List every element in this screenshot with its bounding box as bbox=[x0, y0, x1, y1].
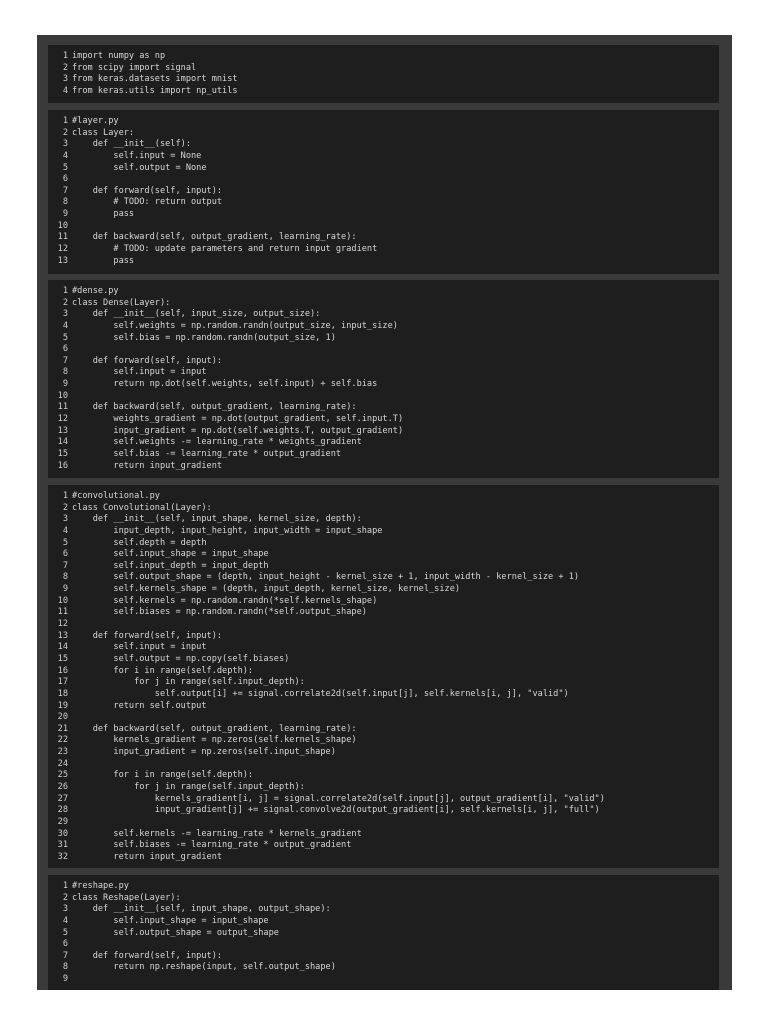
line-number: 5 bbox=[62, 332, 68, 343]
line-number: 9 bbox=[62, 379, 68, 390]
code-block-reshape bbox=[48, 875, 719, 990]
code-text: input_depth, input_height, input_width = input_shape bbox=[72, 525, 383, 536]
code-line bbox=[54, 256, 719, 268]
code-text: def __init__(self, input_size, output_size): bbox=[72, 309, 321, 320]
code-line bbox=[54, 163, 719, 175]
code-text: for i in range(self.depth): bbox=[72, 665, 254, 676]
line-number: 12 bbox=[57, 414, 68, 425]
code-line bbox=[54, 596, 719, 608]
code-text: def backward(self, output_gradient, learning_rate): bbox=[72, 232, 357, 243]
line-number: 4 bbox=[62, 320, 68, 331]
code-line bbox=[54, 321, 719, 333]
code-line bbox=[54, 63, 719, 75]
line-number: 1 bbox=[62, 116, 68, 126]
code-text: class Layer: bbox=[72, 127, 135, 138]
code-line bbox=[54, 916, 719, 928]
code-text: self.bias -= learning_rate * output_gradient bbox=[72, 448, 342, 459]
code-text: class Convolutional(Layer): bbox=[72, 502, 212, 513]
line-number: 1 bbox=[62, 881, 68, 891]
code-text: #layer.py bbox=[72, 116, 119, 126]
code-text: from keras.utils import np_utils bbox=[72, 85, 238, 96]
code-line bbox=[54, 286, 719, 298]
line-number: 6 bbox=[62, 939, 68, 950]
code-line bbox=[54, 852, 719, 864]
line-number: 32 bbox=[57, 851, 68, 862]
line-number: 11 bbox=[57, 402, 68, 413]
line-number: 18 bbox=[57, 688, 68, 699]
line-number: 8 bbox=[62, 197, 68, 208]
code-line bbox=[54, 151, 719, 163]
code-line bbox=[54, 619, 719, 631]
code-line bbox=[54, 367, 719, 379]
code-block-layer bbox=[48, 110, 719, 274]
code-text: input_gradient = np.dot(self.weights.T, output_gradient) bbox=[72, 425, 404, 436]
line-number: 12 bbox=[57, 619, 68, 630]
code-text: def forward(self, input): bbox=[72, 950, 223, 961]
line-number: 15 bbox=[57, 448, 68, 459]
code-text: self.input = None bbox=[72, 150, 202, 161]
code-line bbox=[54, 503, 719, 515]
code-line bbox=[54, 461, 719, 473]
code-text: input_gradient[j] += signal.convolve2d(output_gradient[i], self.kernels[i, j], "full") bbox=[72, 805, 600, 816]
code-line bbox=[54, 526, 719, 538]
code-text: kernels_gradient[i, j] = signal.correlate2d(self.input[j], output_gradient[i], "valid") bbox=[72, 793, 605, 804]
code-line bbox=[54, 724, 719, 736]
code-block-imports bbox=[48, 45, 719, 103]
code-text: self.weights -= learning_rate * weights_gradient bbox=[72, 437, 362, 448]
line-number: 11 bbox=[57, 607, 68, 618]
code-text: import numpy as np bbox=[72, 51, 166, 61]
line-number: 14 bbox=[57, 642, 68, 653]
code-line bbox=[54, 139, 719, 151]
line-number: 27 bbox=[57, 793, 68, 804]
line-number: 30 bbox=[57, 828, 68, 839]
code-line bbox=[54, 549, 719, 561]
code-line bbox=[54, 414, 719, 426]
code-line bbox=[54, 677, 719, 689]
code-line bbox=[54, 116, 719, 128]
line-number: 6 bbox=[62, 174, 68, 185]
code-line bbox=[54, 333, 719, 345]
line-number: 16 bbox=[57, 665, 68, 676]
code-line bbox=[54, 951, 719, 963]
code-line bbox=[54, 805, 719, 817]
code-text: pass bbox=[72, 209, 135, 220]
code-line bbox=[54, 735, 719, 747]
line-number: 3 bbox=[62, 514, 68, 525]
line-number: 10 bbox=[57, 390, 68, 401]
code-line bbox=[54, 437, 719, 449]
code-text: self.output = np.copy(self.biases) bbox=[72, 653, 290, 664]
code-text: input_gradient = np.zeros(self.input_shape) bbox=[72, 747, 336, 758]
line-number: 13 bbox=[57, 425, 68, 436]
code-line bbox=[54, 391, 719, 403]
code-text: def backward(self, output_gradient, learning_rate): bbox=[72, 402, 357, 413]
code-line bbox=[54, 356, 719, 368]
code-line bbox=[54, 904, 719, 916]
line-number: 4 bbox=[62, 915, 68, 926]
code-text: pass bbox=[72, 255, 135, 266]
code-text: # TODO: return output bbox=[72, 197, 223, 208]
code-text: def backward(self, output_gradient, learning_rate): bbox=[72, 723, 357, 734]
code-line bbox=[54, 449, 719, 461]
line-number: 23 bbox=[57, 747, 68, 758]
code-text: self.output = None bbox=[72, 162, 207, 173]
code-line bbox=[54, 491, 719, 503]
line-number: 1 bbox=[62, 51, 68, 61]
line-number: 7 bbox=[62, 560, 68, 571]
code-line bbox=[54, 309, 719, 321]
code-text: class Dense(Layer): bbox=[72, 297, 171, 308]
line-number: 11 bbox=[57, 232, 68, 243]
code-line bbox=[54, 666, 719, 678]
line-number: 8 bbox=[62, 962, 68, 973]
code-text: #convolutional.py bbox=[72, 491, 160, 501]
code-line bbox=[54, 244, 719, 256]
code-text: for j in range(self.input_depth): bbox=[72, 782, 305, 793]
line-number: 5 bbox=[62, 927, 68, 938]
code-line bbox=[54, 974, 719, 986]
code-line bbox=[54, 572, 719, 584]
code-text: return self.output bbox=[72, 700, 207, 711]
code-line bbox=[54, 928, 719, 940]
code-text: self.depth = depth bbox=[72, 537, 207, 548]
code-line bbox=[54, 232, 719, 244]
code-line bbox=[54, 881, 719, 893]
code-line bbox=[54, 770, 719, 782]
code-text: weights_gradient = np.dot(output_gradient, self.input.T) bbox=[72, 414, 404, 425]
code-text: class Reshape(Layer): bbox=[72, 892, 181, 903]
code-text: #reshape.py bbox=[72, 881, 129, 891]
code-line bbox=[54, 642, 719, 654]
code-line bbox=[54, 128, 719, 140]
line-number: 2 bbox=[62, 297, 68, 308]
line-number: 15 bbox=[57, 653, 68, 664]
code-line bbox=[54, 221, 719, 233]
code-block-convolutional bbox=[48, 485, 719, 868]
line-number: 8 bbox=[62, 572, 68, 583]
line-number: 25 bbox=[57, 770, 68, 781]
code-line bbox=[54, 654, 719, 666]
code-line bbox=[54, 514, 719, 526]
line-number: 22 bbox=[57, 735, 68, 746]
line-number: 26 bbox=[57, 782, 68, 793]
code-text: self.kernels -= learning_rate * kernels_gradient bbox=[72, 828, 362, 839]
line-number: 2 bbox=[62, 502, 68, 513]
line-number: 14 bbox=[57, 437, 68, 448]
code-text: def __init__(self, input_shape, kernel_size, depth): bbox=[72, 514, 362, 525]
code-line bbox=[54, 186, 719, 198]
code-text: self.input = input bbox=[72, 642, 207, 653]
code-line bbox=[54, 607, 719, 619]
code-text: self.output_shape = (depth, input_height - kernel_size + 1, input_width - kernel_size + 1) bbox=[72, 572, 580, 583]
code-line bbox=[54, 298, 719, 310]
code-line bbox=[54, 51, 719, 63]
line-number: 4 bbox=[62, 85, 68, 96]
code-line bbox=[54, 962, 719, 974]
code-line bbox=[54, 426, 719, 438]
line-number: 5 bbox=[62, 537, 68, 548]
line-number: 4 bbox=[62, 150, 68, 161]
line-number: 9 bbox=[62, 209, 68, 220]
line-number: 8 bbox=[62, 367, 68, 378]
line-number: 19 bbox=[57, 700, 68, 711]
code-line bbox=[54, 817, 719, 829]
code-text: return input_gradient bbox=[72, 851, 223, 862]
line-number: 21 bbox=[57, 723, 68, 734]
code-line bbox=[54, 86, 719, 98]
code-text: self.output[i] += signal.correlate2d(self.input[j], self.kernels[i, j], "valid") bbox=[72, 688, 569, 699]
code-line bbox=[54, 538, 719, 550]
code-line bbox=[54, 344, 719, 356]
line-number: 31 bbox=[57, 840, 68, 851]
line-number: 2 bbox=[62, 62, 68, 73]
line-number: 10 bbox=[57, 595, 68, 606]
code-line bbox=[54, 893, 719, 905]
code-text: return np.reshape(input, self.output_shape) bbox=[72, 962, 336, 973]
code-text: self.weights = np.random.randn(output_size, input_size) bbox=[72, 320, 398, 331]
code-text: self.input_shape = input_shape bbox=[72, 915, 269, 926]
code-text: def forward(self, input): bbox=[72, 630, 223, 641]
code-text: self.kernels_shape = (depth, input_depth, kernel_size, kernel_size) bbox=[72, 584, 461, 595]
code-line bbox=[54, 402, 719, 414]
code-line bbox=[54, 701, 719, 713]
code-text: return np.dot(self.weights, self.input) + self.bias bbox=[72, 379, 378, 390]
code-line bbox=[54, 939, 719, 951]
line-number: 4 bbox=[62, 525, 68, 536]
line-number: 9 bbox=[62, 974, 68, 985]
code-line bbox=[54, 197, 719, 209]
line-number: 6 bbox=[62, 344, 68, 355]
code-text: self.bias = np.random.randn(output_size, 1) bbox=[72, 332, 336, 343]
code-text: def forward(self, input): bbox=[72, 355, 223, 366]
document-page bbox=[37, 35, 732, 990]
code-line bbox=[54, 712, 719, 724]
line-number: 7 bbox=[62, 185, 68, 196]
code-text: for j in range(self.input_depth): bbox=[72, 677, 305, 688]
line-number: 13 bbox=[57, 630, 68, 641]
code-text: self.input_shape = input_shape bbox=[72, 549, 269, 560]
line-number: 13 bbox=[57, 255, 68, 266]
line-number: 3 bbox=[62, 309, 68, 320]
line-number: 20 bbox=[57, 712, 68, 723]
code-text: def __init__(self): bbox=[72, 139, 191, 150]
code-line bbox=[54, 794, 719, 806]
code-text: self.output_shape = output_shape bbox=[72, 927, 279, 938]
line-number: 16 bbox=[57, 460, 68, 471]
line-number: 2 bbox=[62, 127, 68, 138]
code-line bbox=[54, 209, 719, 221]
code-text: self.kernels = np.random.randn(*self.kernels_shape) bbox=[72, 595, 378, 606]
code-text: #dense.py bbox=[72, 286, 119, 296]
line-number: 7 bbox=[62, 355, 68, 366]
code-text: def forward(self, input): bbox=[72, 185, 223, 196]
code-line bbox=[54, 782, 719, 794]
code-text: self.biases = np.random.randn(*self.output_shape) bbox=[72, 607, 367, 618]
line-number: 9 bbox=[62, 584, 68, 595]
line-number: 12 bbox=[57, 244, 68, 255]
line-number: 1 bbox=[62, 286, 68, 296]
code-text: def __init__(self, input_shape, output_shape): bbox=[72, 904, 331, 915]
code-line bbox=[54, 174, 719, 186]
line-number: 10 bbox=[57, 220, 68, 231]
code-text: from scipy import signal bbox=[72, 62, 197, 73]
code-text: return input_gradient bbox=[72, 460, 223, 471]
code-line bbox=[54, 631, 719, 643]
line-number: 7 bbox=[62, 950, 68, 961]
line-number: 1 bbox=[62, 491, 68, 501]
line-number: 3 bbox=[62, 904, 68, 915]
code-line bbox=[54, 561, 719, 573]
line-number: 3 bbox=[62, 74, 68, 85]
line-number: 2 bbox=[62, 892, 68, 903]
code-line bbox=[54, 747, 719, 759]
line-number: 6 bbox=[62, 549, 68, 560]
code-block-dense bbox=[48, 280, 719, 478]
code-line bbox=[54, 759, 719, 771]
code-line bbox=[54, 689, 719, 701]
line-number: 3 bbox=[62, 139, 68, 150]
code-text: from keras.datasets import mnist bbox=[72, 74, 238, 85]
code-text: self.biases -= learning_rate * output_gradient bbox=[72, 840, 352, 851]
line-number: 28 bbox=[57, 805, 68, 816]
code-text: self.input = input bbox=[72, 367, 207, 378]
code-line bbox=[54, 829, 719, 841]
code-text: kernels_gradient = np.zeros(self.kernels_shape) bbox=[72, 735, 357, 746]
code-text: for i in range(self.depth): bbox=[72, 770, 254, 781]
code-line bbox=[54, 379, 719, 391]
code-text: self.input_depth = input_depth bbox=[72, 560, 269, 571]
line-number: 29 bbox=[57, 816, 68, 827]
code-text: # TODO: update parameters and return input gradient bbox=[72, 244, 378, 255]
line-number: 24 bbox=[57, 758, 68, 769]
line-number: 5 bbox=[62, 162, 68, 173]
code-line bbox=[54, 74, 719, 86]
code-line bbox=[54, 840, 719, 852]
code-line bbox=[54, 584, 719, 596]
line-number: 17 bbox=[57, 677, 68, 688]
